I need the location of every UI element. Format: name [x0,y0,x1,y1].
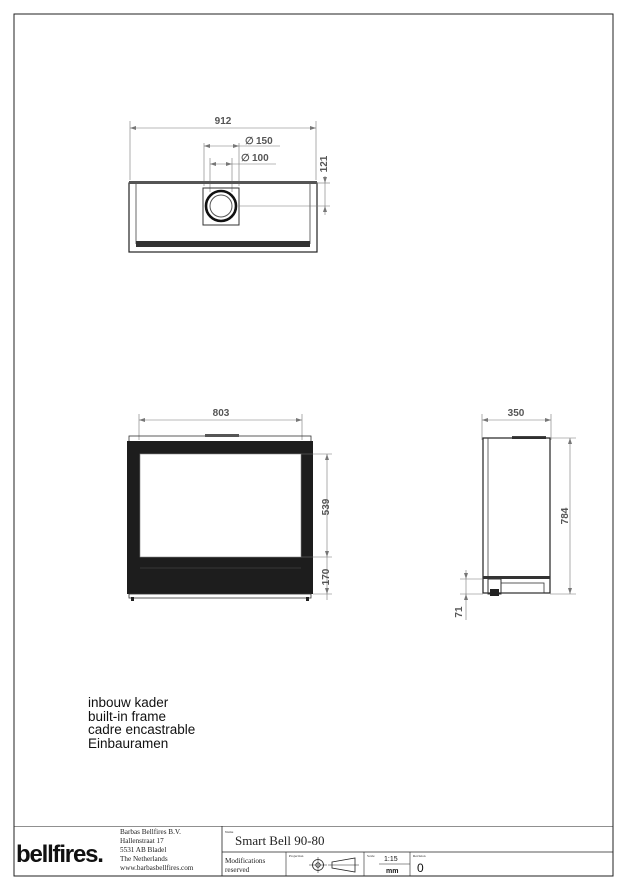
product-name: Smart Bell 90-80 [235,833,325,848]
built-in-frame-labels [88,696,195,750]
bellfires-logo: bellfires. [16,841,103,868]
modifications-line-2: reserved [225,866,250,874]
dim-side-height: 784 [560,507,571,525]
scale-caption: Scale [367,854,375,858]
unit-value: mm [386,868,399,875]
title-block [14,826,613,876]
dim-side-depth: 350 [507,408,525,419]
scale-value: 1:15 [384,856,398,863]
company-name: Barbas Bellfires B.V. [120,828,181,836]
dim-top-depth: 121 [319,155,330,173]
company-postcode: 5531 AB Bladel [120,846,167,854]
company-country: The Netherlands [120,855,168,863]
dim-flue-inner: 100 [252,153,269,164]
dim-glass-height: 539 [321,498,332,516]
glass-window [140,454,301,557]
projection-caption: Projection [289,854,304,858]
frame-label-de: Einbauramen [88,735,169,751]
side-body [483,438,550,593]
dim-bottom-height: 170 [321,568,332,586]
company-website: www.barbasbellfires.com [120,864,194,872]
dim-flue-outer: 150 [256,136,273,147]
projection-symbol-icon [309,857,359,873]
flue-collar [203,188,239,225]
frame-label-fr: cadre encastrable [88,722,196,738]
diameter-symbol-150: ∅ [245,136,254,147]
modifications-line-1: Modifications [225,857,266,865]
revision-caption: Revision [413,854,426,858]
dim-top-width: 912 [214,116,232,127]
company-street: Hallenstraat 17 [120,837,164,845]
frame-label-nl: inbouw kader [88,695,169,710]
diameter-symbol-100: ∅ [241,153,250,164]
name-caption: Name [225,830,234,834]
dim-front-width: 803 [212,408,230,419]
revision-value: 0 [417,861,424,875]
side-view [454,408,576,620]
dim-side-bottom: 71 [454,606,465,618]
front-view [127,408,332,601]
top-view [129,116,330,252]
flue-inner-circle [210,195,232,217]
frame-label-en: built-in frame [88,708,167,724]
